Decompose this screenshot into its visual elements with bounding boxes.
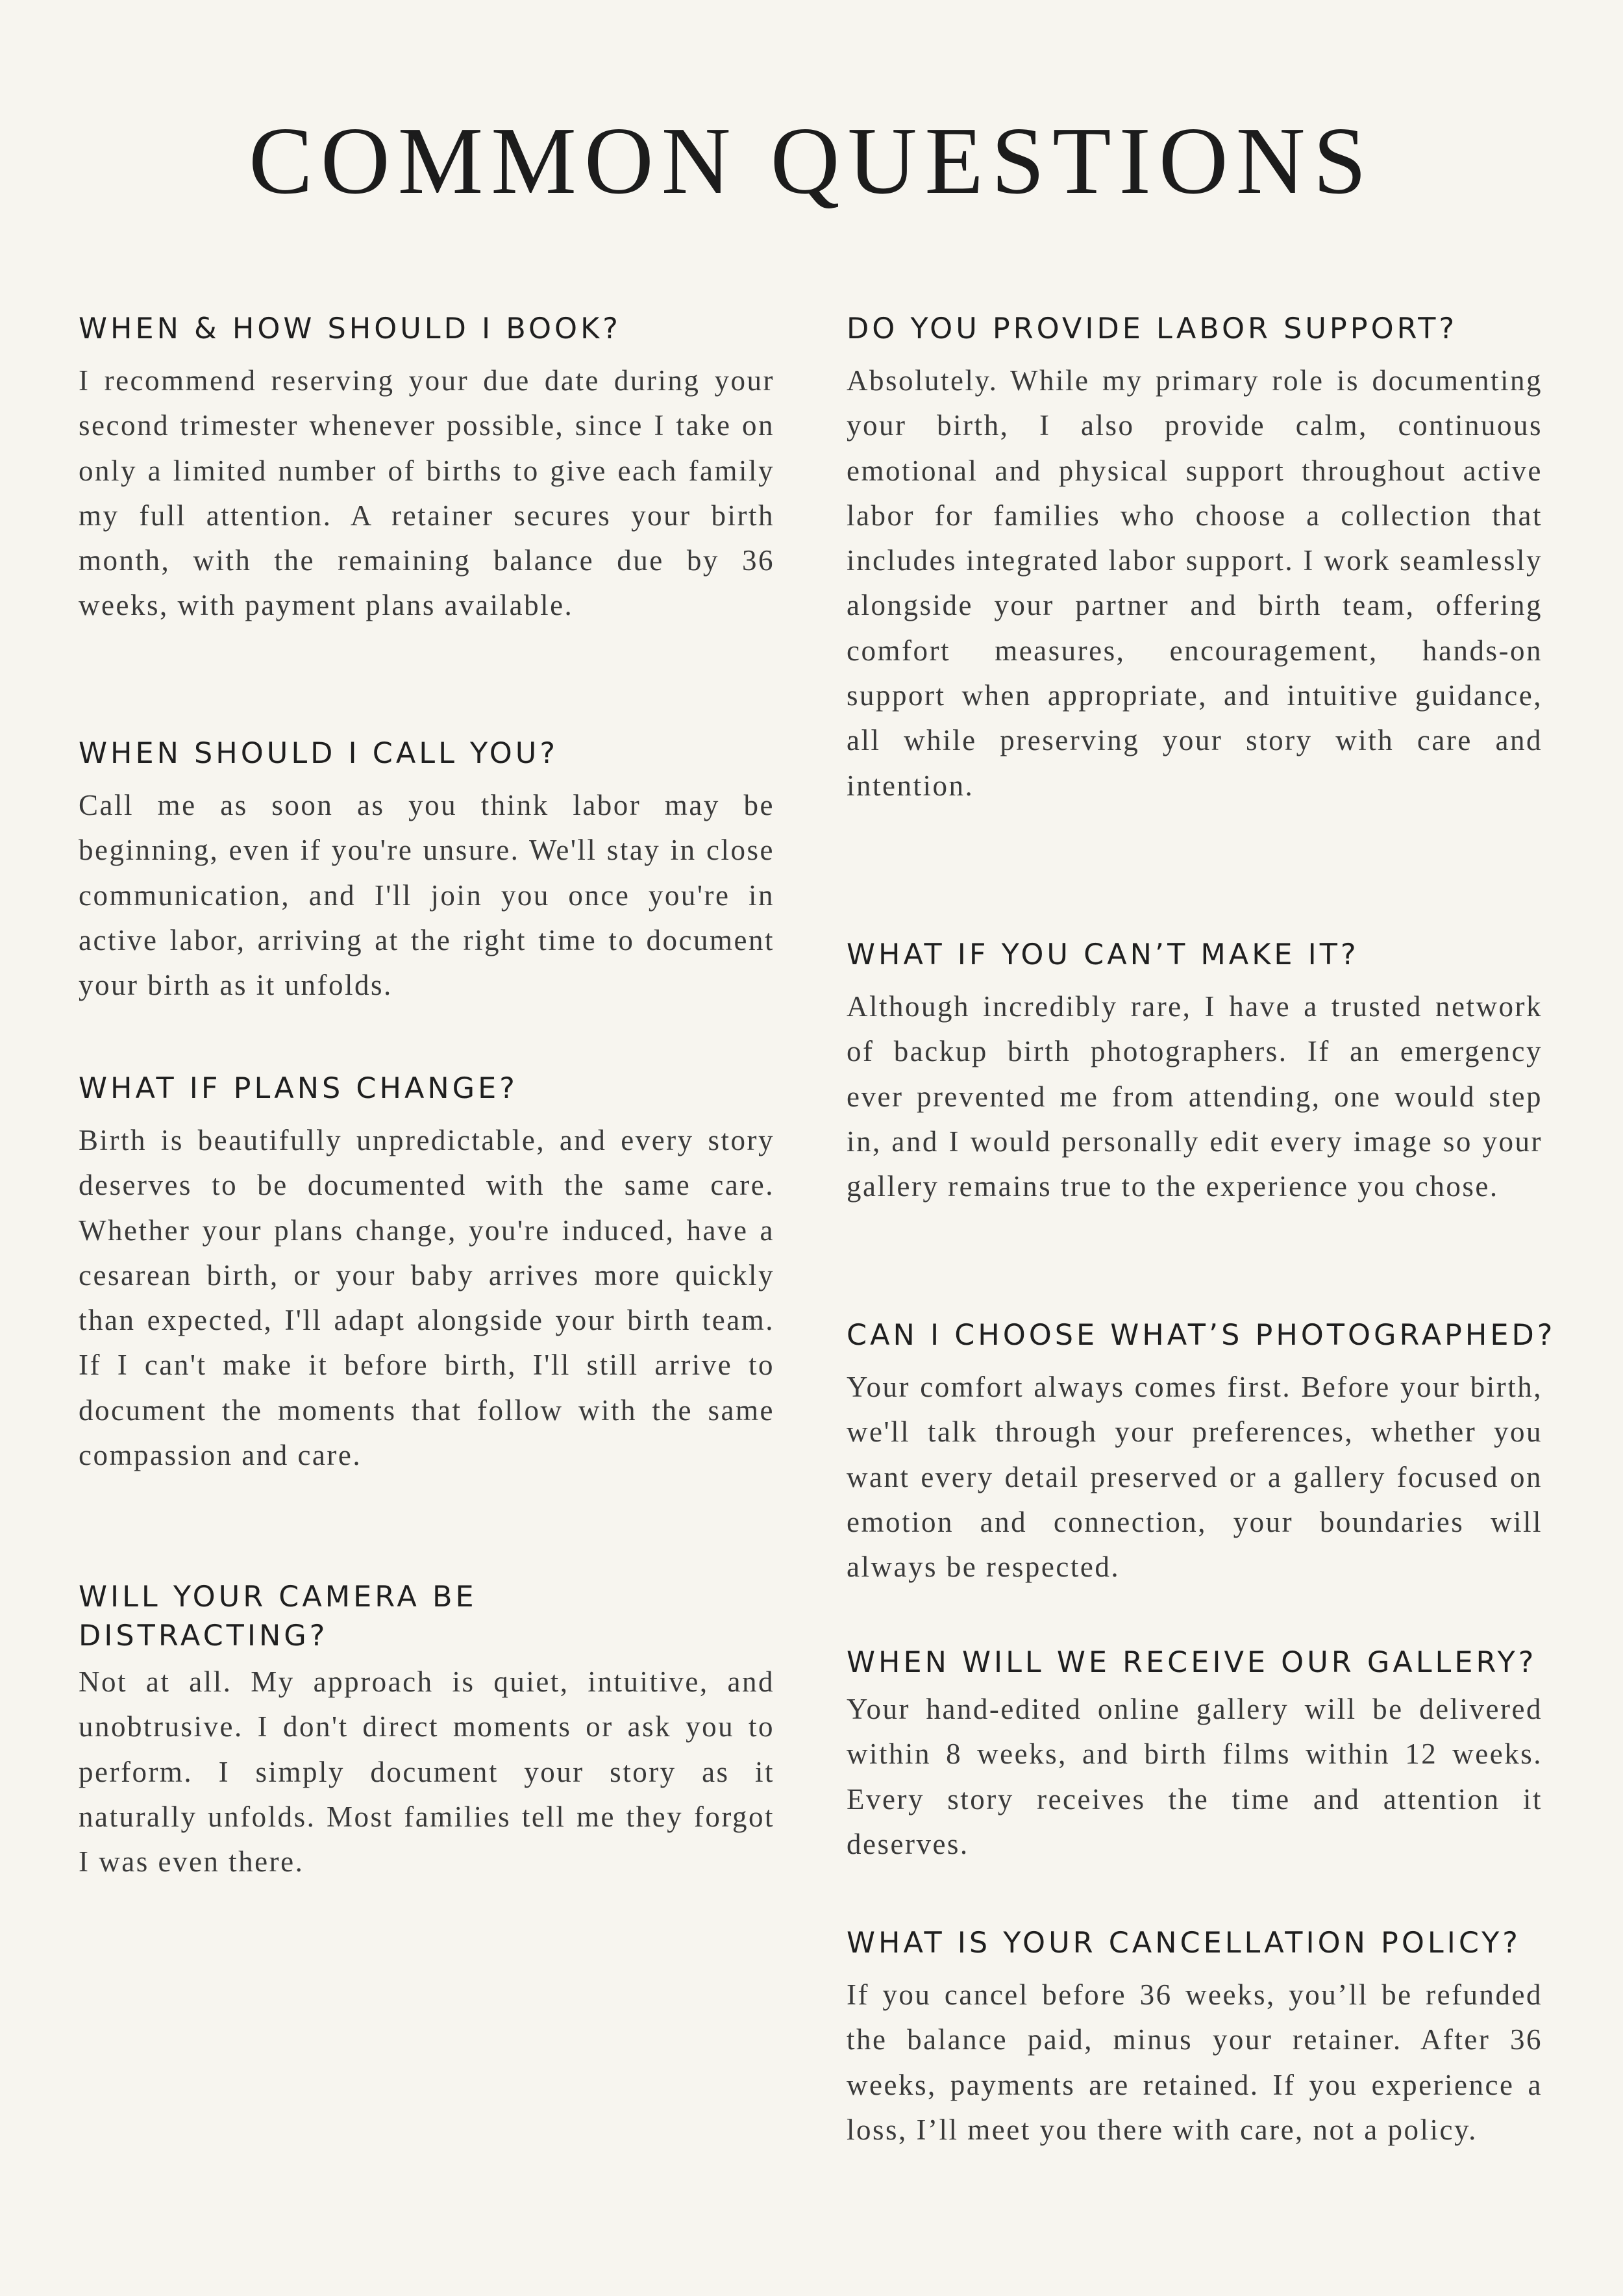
- faq-answer: Although incredibly rare, I have a trusted network of backup birth photographers. If an emergency ever prevented me from attending, one would step in, and I would personally edit every image so your gallery remains true to the experience you chose.: [847, 990, 1542, 1203]
- faq-question: WHEN WILL WE RECEIVE OUR GALLERY?: [847, 1646, 1537, 1679]
- faq-question: WILL YOUR CAMERA BE DISTRACTING?: [79, 1580, 477, 1653]
- faq-item-when-to-call: [79, 734, 774, 1008]
- faq-question: CAN I CHOOSE WHAT’S PHOTOGRAPHED?: [847, 1319, 1556, 1352]
- faq-answer: If you cancel before 36 weeks, you’ll be refunded the balance paid, minus your retainer. After 36 weeks, payments are retained. If you experience a loss, I’ll meet you there with care, not a policy.: [847, 1978, 1542, 2146]
- faq-item-labor-support: [847, 309, 1542, 808]
- faq-item-plans-change: [79, 1069, 774, 1478]
- faq-item-gallery-delivery: [847, 1643, 1542, 1867]
- faq-question: WHEN & HOW SHOULD I BOOK?: [79, 312, 621, 345]
- faq-answer: Your comfort always comes first. Before your birth, we'll talk through your preferences, whether you want every detail preserved or a gallery focused on emotion and connection, your boundaries will always be respected.: [847, 1371, 1542, 1584]
- faq-answer: I recommend reserving your due date during your second trimester whenever possible, since I take on only a limited number of births to give each family my full attention. A retainer secures your birth month, with the remaining balance due by 36 weeks, with payment plans available.: [79, 364, 774, 622]
- faq-item-backup: [847, 935, 1542, 1209]
- faq-question: DO YOU PROVIDE LABOR SUPPORT?: [847, 312, 1458, 345]
- faq-question: WHAT IF YOU CAN’T MAKE IT?: [847, 938, 1359, 971]
- faq-question: WHEN SHOULD I CALL YOU?: [79, 737, 558, 770]
- faq-answer: Absolutely. While my primary role is documenting your birth, I also provide calm, continuous emotional and physical support throughout active labor for families who choose a collection that includes integrated labor support. I work seamlessly alongside your partner and birth team, offering comfort measures, encouragement, hands-on support when appropriate, and intuitive guidance, all while preserving your story with care and intention.: [847, 364, 1542, 802]
- faq-item-booking: [79, 309, 774, 629]
- faq-item-camera: [79, 1578, 774, 1884]
- faq-question: WHAT IF PLANS CHANGE?: [79, 1072, 518, 1105]
- page-title: COMMON QUESTIONS: [249, 108, 1374, 214]
- faq-answer: Not at all. My approach is quiet, intuitive, and unobtrusive. I don't direct moments or ask you to perform. I simply document your story as it naturally unfolds. Most families tell me they forgot I was even there.: [79, 1666, 774, 1878]
- faq-answer: Call me as soon as you think labor may be beginning, even if you're unsure. We'll stay in close communication, and I'll join you once you're in active labor, arriving at the right time to document your birth as it unfolds.: [79, 789, 774, 1002]
- faq-item-cancellation: [847, 1923, 1542, 2152]
- faq-answer: Your hand-edited online gallery will be delivered within 8 weeks, and birth films within 12 weeks. Every story receives the time and attention it deserves.: [847, 1693, 1542, 1860]
- faq-answer: Birth is beautifully unpredictable, and every story deserves to be documented with the same care. Whether your plans change, you're induced, have a cesarean birth, or your baby arrives more quickly than expected, I'll adapt alongside your birth team. If I can't make it before birth, I'll still arrive to document the moments that follow with the same compassion and care.: [79, 1124, 774, 1472]
- faq-item-photographed: [847, 1316, 1556, 1590]
- faq-question: WHAT IS YOUR CANCELLATION POLICY?: [847, 1927, 1521, 1960]
